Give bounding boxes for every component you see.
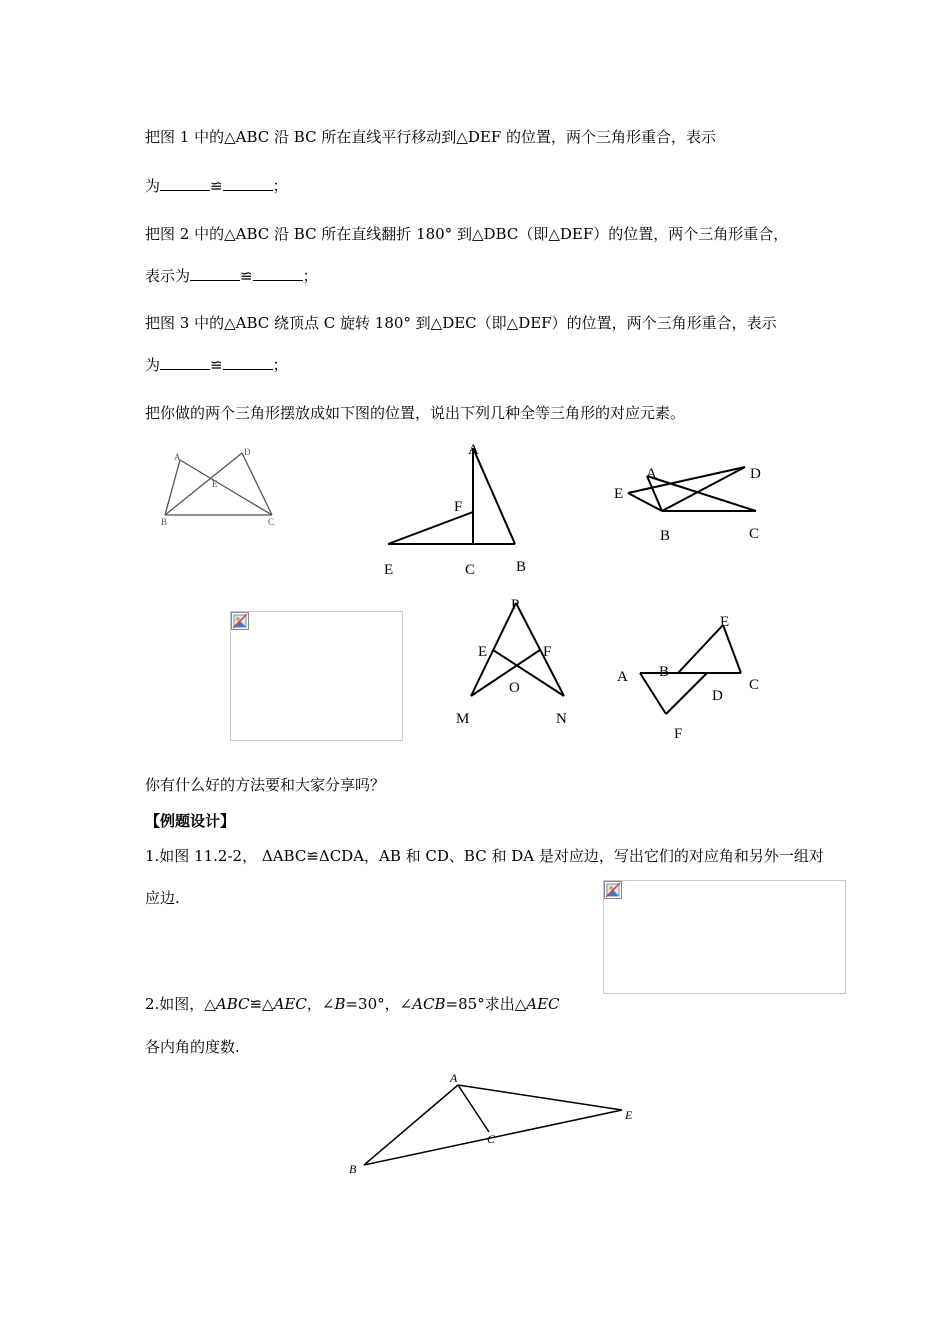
fig1-label-d: D xyxy=(244,447,251,457)
fig5-label-e: E xyxy=(478,644,488,660)
fig5-edge-pn xyxy=(516,603,564,696)
para2-congruent-symbol: ≌ xyxy=(240,267,253,285)
para2-blank-1[interactable] xyxy=(190,266,240,281)
fig2-label-c: C xyxy=(465,562,476,578)
fig6-label-d: D xyxy=(712,688,723,704)
para2-line1: 把图 2 中的△ABC 沿 BC 所在直线翻折 180° 到△DBC（即△DEF）的位置，两个三角形重合， xyxy=(145,225,789,243)
ex2-cong: ≌△ xyxy=(249,995,274,1013)
fig7-edge-ab xyxy=(364,1085,458,1165)
fig3-label-b: B xyxy=(660,528,671,544)
broken-image-icon xyxy=(231,612,249,630)
fig5-label-n: N xyxy=(556,711,567,727)
share-question: 你有什么好的方法要和大家分享吗？ xyxy=(145,776,386,794)
fig2-edge-ab xyxy=(473,448,515,544)
figure-1 xyxy=(155,443,285,533)
example2-line2: 各内角的度数. xyxy=(145,1038,240,1056)
fig6-label-f: F xyxy=(674,726,683,742)
figure-5 xyxy=(450,595,600,735)
fig2-label-f: F xyxy=(454,499,463,515)
ex2-t2: AEC xyxy=(273,995,307,1013)
fig5-label-f: F xyxy=(543,644,552,660)
ex2-acb: ACB xyxy=(412,995,446,1013)
ex2-sep1: ，∠ xyxy=(306,995,335,1013)
fig6-edge-eb xyxy=(678,625,723,673)
para1-blank-2[interactable] xyxy=(223,176,273,191)
para3-prefix: 为 xyxy=(145,356,161,374)
para3-end: ； xyxy=(272,356,288,374)
fig6-edge-ec xyxy=(723,625,741,673)
para2-answer-line xyxy=(145,266,318,286)
fig1-label-e: E xyxy=(212,479,218,489)
section-title: 【例题设计】 xyxy=(145,812,236,830)
para1-end: ； xyxy=(272,177,288,195)
fig7-label-c: C xyxy=(487,1132,496,1146)
fig6-label-a: A xyxy=(617,669,628,685)
fig1-edge-ab xyxy=(165,460,180,515)
fig3-label-e: E xyxy=(614,486,624,502)
example1-image-placeholder xyxy=(603,880,846,994)
para2-blank-2[interactable] xyxy=(253,266,303,281)
figure-6 xyxy=(610,605,780,745)
figure-2 xyxy=(375,440,535,580)
fig3-label-a: A xyxy=(646,466,657,482)
ex2-pre: 2.如图，△ xyxy=(145,995,216,1013)
fig7-label-a: A xyxy=(450,1071,458,1085)
figure-4-image-placeholder xyxy=(230,611,403,741)
ex2-b: B xyxy=(334,995,346,1013)
fig7-edge-ae xyxy=(458,1085,622,1110)
figure-7 xyxy=(340,1068,650,1183)
fig7-edge-ac xyxy=(458,1085,489,1132)
example1-line1: 1.如图 11.2-2， ΔABC≌ΔCDA，AB 和 CD、BC 和 DA 是对应边，写出它们的对应角和另外一组对 xyxy=(145,847,824,865)
figure-3 xyxy=(610,458,780,548)
ex2-t1: ABC xyxy=(215,995,250,1013)
fig3-label-c: C xyxy=(749,526,760,542)
para1-congruent-symbol: ≌ xyxy=(210,177,223,195)
para3-blank-1[interactable] xyxy=(160,355,210,370)
fig2-label-e: E xyxy=(384,562,394,578)
example1-line2: 应边. xyxy=(145,889,180,907)
para1-answer-line xyxy=(145,176,288,196)
para3-answer-line xyxy=(145,355,288,375)
fig6-label-c: C xyxy=(749,677,760,693)
para2-end: ； xyxy=(302,267,318,285)
fig6-label-e: E xyxy=(720,614,730,630)
para4: 把你做的两个三角形摆放成如下图的位置，说出下列几种全等三角形的对应元素。 xyxy=(145,404,686,422)
para1-line1: 把图 1 中的△ABC 沿 BC 所在直线平行移动到△DEF 的位置，两个三角形重合，表示 xyxy=(145,128,716,146)
fig5-label-o: O xyxy=(509,680,520,696)
fig2-label-a: A xyxy=(468,442,479,458)
fig7-label-b: B xyxy=(349,1162,357,1176)
fig5-label-m: M xyxy=(456,711,470,727)
fig2-label-b: B xyxy=(516,559,527,575)
fig1-label-b: B xyxy=(161,517,168,527)
ex2-aec: AEC xyxy=(526,995,560,1013)
fig1-label-a: A xyxy=(174,452,181,462)
fig2-edge-ef xyxy=(388,512,473,544)
para3-blank-2[interactable] xyxy=(223,355,273,370)
para3-line1: 把图 3 中的△ABC 绕顶点 C 旋转 180° 到△DEC（即△DEF）的位置，两个三角形重合，表示 xyxy=(145,314,777,332)
fig6-edge-fd xyxy=(666,673,707,714)
fig5-label-p: P xyxy=(511,597,520,613)
ex2-val1: =30°，∠ xyxy=(345,995,413,1013)
para2-prefix: 表示为 xyxy=(145,267,191,285)
para3-congruent-symbol: ≌ xyxy=(210,356,223,374)
para1-prefix: 为 xyxy=(145,177,161,195)
fig3-edge-ac xyxy=(647,476,756,511)
fig3-edge-eb xyxy=(628,493,662,511)
fig7-label-e: E xyxy=(625,1108,633,1122)
example2-line1 xyxy=(145,994,560,1014)
fig3-label-d: D xyxy=(750,466,761,482)
ex2-val2: =85°求出△ xyxy=(445,995,527,1013)
fig6-label-b: B xyxy=(659,664,670,680)
fig1-edge-db xyxy=(165,453,242,515)
para1-blank-1[interactable] xyxy=(160,176,210,191)
broken-image-icon xyxy=(604,881,622,899)
fig1-label-c: C xyxy=(268,517,275,527)
